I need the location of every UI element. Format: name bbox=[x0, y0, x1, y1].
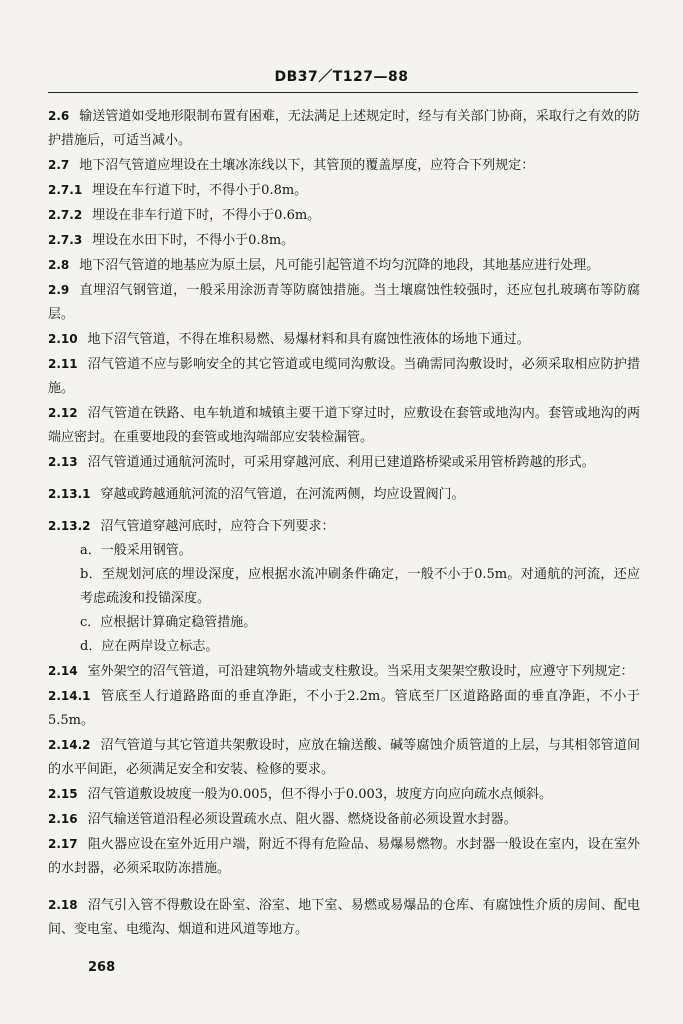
section-text: 地下沼气管道，不得在堆积易燃、易爆材料和具有腐蚀性液体的场地下通过。 bbox=[87, 332, 530, 347]
list-item-c bbox=[48, 611, 640, 635]
section-2-18 bbox=[48, 893, 640, 942]
section-text: 沼气管道通过通航河流时，可采用穿越河底、利用已建道路桥梁或采用管桥跨越的形式。 bbox=[87, 455, 595, 470]
section-2-7-3 bbox=[48, 228, 640, 253]
section-number: 2.7.3 bbox=[48, 233, 83, 247]
section-2-8 bbox=[48, 253, 640, 278]
section-number: 2.17 bbox=[48, 837, 78, 851]
section-number: 2.14 bbox=[48, 664, 78, 678]
list-item-d bbox=[48, 635, 640, 659]
section-2-7-1 bbox=[48, 178, 640, 203]
section-2-13 bbox=[48, 450, 640, 475]
section-text: 阻火器应设在室外近用户端，附近不得有危险品、易爆易燃物。水封器一般设在室内，设在室外的水封器，必须采取防冻措施。 bbox=[48, 837, 640, 876]
section-text: 沼气管道穿越河底时，应符合下列要求： bbox=[100, 519, 335, 534]
section-2-11 bbox=[48, 352, 640, 401]
list-item-text: b．至规划河底的埋设深度，应根据水流冲刷条件确定，一般不小于0.5m。对通航的河流，还应考虑疏浚和投锚深度。 bbox=[80, 567, 640, 606]
section-2-13-2 bbox=[48, 514, 640, 539]
section-2-13-1 bbox=[48, 482, 640, 507]
header-rule bbox=[48, 92, 638, 93]
list-item-text: d．应在两岸设立标志。 bbox=[80, 639, 219, 654]
section-2-14-1 bbox=[48, 684, 640, 733]
section-number: 2.8 bbox=[48, 258, 70, 272]
section-number: 2.6 bbox=[48, 109, 70, 123]
page-number: 268 bbox=[88, 960, 116, 975]
section-number: 2.16 bbox=[48, 812, 78, 826]
section-text: 埋设在非车行道下时，不得小于0.6m。 bbox=[92, 208, 321, 223]
section-text: 埋设在车行道下时，不得小于0.8m。 bbox=[92, 183, 308, 198]
section-text: 沼气管道不应与影响安全的其它管道或电缆同沟敷设。当确需同沟敷设时，必须采取相应防护措施。 bbox=[48, 357, 640, 396]
section-text: 沼气管道敷设坡度一般为0.005，但不得小于0.003，坡度方向应向疏水点倾斜。 bbox=[87, 787, 553, 802]
section-text: 沼气管道与其它管道共架敷设时，应放在输送酸、碱等腐蚀介质管道的上层，与其相邻管道间的水平间距，必须满足安全和安装、检修的要求。 bbox=[48, 738, 640, 777]
section-2-14 bbox=[48, 659, 640, 684]
section-2-6 bbox=[48, 104, 640, 153]
section-text: 穿越或跨越通航河流的沼气管道，在河流两侧，均应设置阀门。 bbox=[100, 487, 465, 502]
section-number: 2.15 bbox=[48, 787, 78, 801]
list-item-text: c．应根据计算确定稳管措施。 bbox=[80, 615, 257, 630]
section-number: 2.9 bbox=[48, 283, 70, 297]
section-number: 2.18 bbox=[48, 898, 78, 912]
section-text: 输送管道如受地形限制布置有困难，无法满足上述规定时，经与有关部门协商，采取行之有效的防护措施后，可适当减小。 bbox=[48, 109, 640, 148]
section-number: 2.7 bbox=[48, 158, 70, 172]
section-text: 沼气管道在铁路、电车轨道和城镇主要干道下穿过时，应敷设在套管或地沟内。套管或地沟的两端应密封。在重要地段的套管或地沟端部应安装检漏管。 bbox=[48, 406, 640, 445]
section-number: 2.7.1 bbox=[48, 183, 83, 197]
document-body bbox=[48, 104, 640, 942]
section-text: 直埋沼气钢管道，一般采用涂沥青等防腐蚀措施。当土壤腐蚀性较强时，还应包扎玻璃布等防腐层。 bbox=[48, 283, 640, 322]
section-text: 管底至人行道路路面的垂直净距，不小于2.2m。管底至厂区道路路面的垂直净距，不小于5.5m。 bbox=[48, 689, 640, 728]
list-item-a bbox=[48, 539, 640, 563]
section-2-17 bbox=[48, 832, 640, 881]
section-text: 沼气引入管不得敷设在卧室、浴室、地下室、易燃或易爆品的仓库、有腐蚀性介质的房间、配电间、变电室、电缆沟、烟道和进风道等地方。 bbox=[48, 898, 640, 937]
list-item-b bbox=[48, 563, 640, 611]
section-text: 地下沼气管道应埋设在土壤冰冻线以下，其管顶的覆盖厚度，应符合下列规定： bbox=[79, 158, 535, 173]
section-2-14-2 bbox=[48, 733, 640, 782]
section-number: 2.7.2 bbox=[48, 208, 83, 222]
list-item-text: a．一般采用钢管。 bbox=[80, 543, 192, 558]
section-number: 2.13 bbox=[48, 455, 78, 469]
section-2-15 bbox=[48, 782, 640, 807]
document-header: DB37／T127—88 bbox=[274, 69, 409, 85]
section-number: 2.13.1 bbox=[48, 487, 91, 501]
section-text: 埋设在水田下时，不得小于0.8m。 bbox=[92, 233, 295, 248]
section-number: 2.14.2 bbox=[48, 738, 91, 752]
section-text: 沼气输送管道沿程必须设置疏水点、阻火器、燃烧设备前必须设置水封器。 bbox=[87, 812, 517, 827]
section-text: 室外架空的沼气管道，可沿建筑物外墙或支柱敷设。当采用支架架空敷设时，应遵守下列规定： bbox=[87, 664, 634, 679]
section-number: 2.14.1 bbox=[48, 689, 91, 703]
section-2-7 bbox=[48, 153, 640, 178]
section-2-12 bbox=[48, 401, 640, 450]
section-2-10 bbox=[48, 327, 640, 352]
section-2-7-2 bbox=[48, 203, 640, 228]
section-2-9 bbox=[48, 278, 640, 327]
section-number: 2.12 bbox=[48, 406, 78, 420]
section-2-16 bbox=[48, 807, 640, 832]
section-number: 2.11 bbox=[48, 357, 78, 371]
section-number: 2.10 bbox=[48, 332, 78, 346]
section-number: 2.13.2 bbox=[48, 519, 91, 533]
section-text: 地下沼气管道的地基应为原土层，凡可能引起管道不均匀沉降的地段，其地基应进行处理。 bbox=[79, 258, 600, 273]
